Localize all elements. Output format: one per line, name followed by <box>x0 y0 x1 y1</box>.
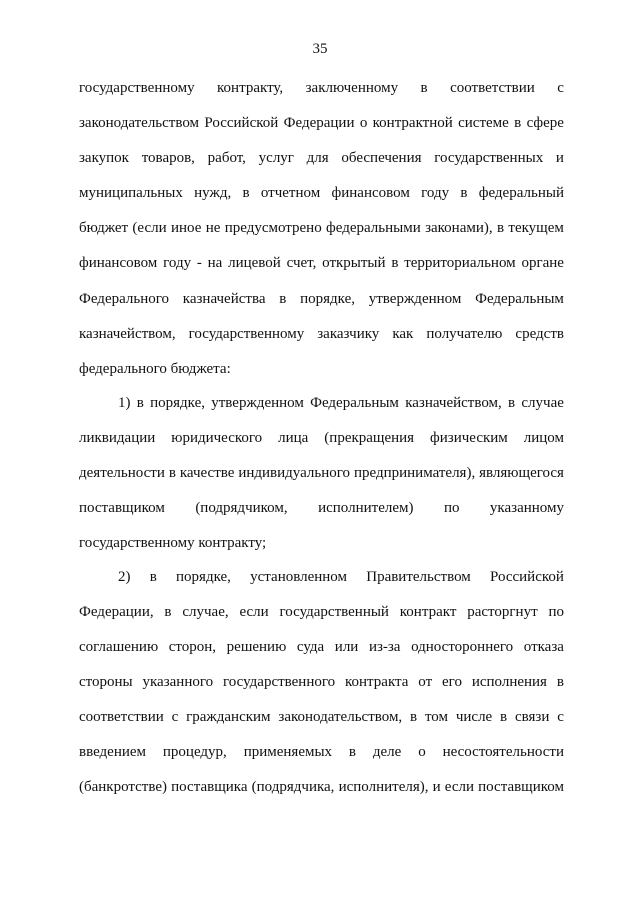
word: казначейством, <box>405 395 502 411</box>
word: деле <box>372 744 402 760</box>
word: соглашению <box>79 639 159 655</box>
word: системе <box>458 115 509 131</box>
text-line <box>79 184 564 202</box>
word: в <box>410 709 418 725</box>
word: (если <box>132 220 167 236</box>
word: законами), <box>425 220 493 236</box>
word: Российской <box>490 569 564 585</box>
word: в <box>514 115 522 131</box>
word: открытый <box>322 255 386 271</box>
word: товаров, <box>141 150 195 166</box>
word: государственному контракту; <box>79 535 267 551</box>
word: процедур, <box>162 744 227 760</box>
word: указанному <box>489 500 564 516</box>
word: из-за <box>368 639 401 655</box>
word: средств <box>515 326 564 342</box>
word: суда <box>296 639 325 655</box>
word: с <box>171 709 179 725</box>
word: в <box>508 395 516 411</box>
word: утвержденном <box>368 291 462 307</box>
word: применяемых <box>243 744 333 760</box>
word: (банкротстве) <box>79 779 168 795</box>
word: казначейством, <box>79 326 176 342</box>
word: бюджет <box>79 220 129 236</box>
word: контракт <box>399 604 457 620</box>
word: указанного <box>142 674 214 690</box>
word: поставщика <box>171 779 248 795</box>
word: Российской <box>204 115 279 131</box>
word: как <box>392 326 414 342</box>
word: от <box>418 674 433 690</box>
word: в <box>460 185 468 201</box>
word: (прекращения <box>324 430 415 446</box>
word: в <box>420 80 428 96</box>
word: Федеральным <box>310 395 399 411</box>
word: исполнения <box>471 674 547 690</box>
word: решению <box>226 639 287 655</box>
word: если <box>239 604 269 620</box>
word: обеспечения <box>341 150 422 166</box>
page-number: 35 <box>312 41 328 57</box>
text-line <box>79 429 564 447</box>
word: расторгнут <box>467 604 538 620</box>
word: исполнителем) <box>318 500 414 516</box>
text-line <box>118 568 564 586</box>
word: государственного <box>222 674 336 690</box>
word: финансовом <box>79 255 158 271</box>
word: федерального бюджета: <box>79 361 231 377</box>
word: контракта <box>345 674 409 690</box>
word: предпринимателя), <box>353 465 476 481</box>
word: Федерального <box>79 291 170 307</box>
text-line <box>79 114 564 132</box>
word: в <box>242 185 250 201</box>
word: законодательством, <box>278 709 403 725</box>
word: лицом <box>523 430 564 446</box>
word: ликвидации <box>79 430 156 446</box>
word: сторон, <box>168 639 217 655</box>
word: в <box>348 744 357 760</box>
word: в <box>279 291 287 307</box>
word: одностороннего <box>411 639 514 655</box>
word: контракту, <box>217 80 284 96</box>
word: отчетном <box>260 185 321 201</box>
word: физическим <box>430 430 508 446</box>
word: его <box>442 674 462 690</box>
word: порядке, <box>176 569 231 585</box>
word: по <box>443 500 460 516</box>
word: случае, <box>182 604 229 620</box>
word: стороны <box>79 674 133 690</box>
word: заказчику <box>317 326 380 342</box>
word: юридического <box>171 430 263 446</box>
word: том <box>424 709 449 725</box>
word: по <box>548 604 564 620</box>
word: в <box>556 674 564 690</box>
word: соответствии <box>79 709 164 725</box>
word: нужд, <box>194 185 232 201</box>
word: государственному <box>188 326 305 342</box>
word: о <box>359 115 368 131</box>
word: случае <box>521 395 564 411</box>
word: в <box>168 465 176 481</box>
word: Правительством <box>366 569 471 585</box>
word: гражданским <box>186 709 271 725</box>
word: лица <box>278 430 309 446</box>
word: - <box>196 255 202 271</box>
word: или <box>334 639 359 655</box>
word: порядке, <box>300 291 355 307</box>
word: государственному <box>79 80 195 96</box>
word: работ, <box>207 150 246 166</box>
word: государственный <box>279 604 389 620</box>
word: в <box>500 709 508 725</box>
word: являющегося <box>479 465 564 481</box>
word: установленном <box>250 569 348 585</box>
word: 1) <box>118 395 131 411</box>
text-line <box>79 325 564 343</box>
text-line <box>79 254 564 272</box>
word: иное <box>170 220 202 236</box>
word: порядке, <box>150 395 205 411</box>
word: законодательством <box>79 115 200 131</box>
word: в <box>391 255 399 271</box>
word: году <box>421 185 450 201</box>
word: поставщиком <box>79 500 165 516</box>
text-line <box>79 499 564 517</box>
word: 2) <box>118 569 131 585</box>
word: поставщиком <box>478 779 564 795</box>
word: лицевой <box>228 255 281 271</box>
word: введением <box>79 744 147 760</box>
word: услуг <box>258 150 294 166</box>
text-line <box>79 743 564 761</box>
word: утвержденном <box>211 395 304 411</box>
word: в <box>164 604 172 620</box>
word: числе <box>455 709 493 725</box>
word: предусмотрено <box>224 220 322 236</box>
text-line <box>79 603 564 621</box>
word: финансовом <box>331 185 410 201</box>
word: Федерации, <box>79 604 154 620</box>
word: несостоятельности <box>442 744 564 760</box>
text-line <box>118 394 564 412</box>
word: исполнителя), <box>338 779 429 795</box>
word: закупок <box>79 150 129 166</box>
word: (подрядчиком, <box>195 500 288 516</box>
word: в <box>496 220 505 236</box>
word: и <box>432 779 441 795</box>
word: муниципальных <box>79 185 183 201</box>
word: получателю <box>426 326 503 342</box>
word: территориальном <box>404 255 516 271</box>
word: счет, <box>286 255 317 271</box>
text-line <box>79 360 564 378</box>
text-line <box>79 79 564 97</box>
word: (подрядчика, <box>251 779 335 795</box>
word: если <box>444 779 474 795</box>
text-line <box>79 464 564 482</box>
word: связи <box>514 709 550 725</box>
word: сфере <box>526 115 564 131</box>
word: индивидуального <box>238 465 351 481</box>
text-line <box>79 708 564 726</box>
text-line <box>79 149 564 167</box>
word: текущем <box>508 220 564 236</box>
word: о <box>418 744 426 760</box>
word: заключенному <box>305 80 399 96</box>
word: на <box>207 255 223 271</box>
word: Федеральным <box>475 291 564 307</box>
word: не <box>205 220 221 236</box>
word: соответствии <box>450 80 535 96</box>
word: году <box>163 255 192 271</box>
text-line <box>79 219 564 237</box>
word: государственных <box>434 150 544 166</box>
word: Федерации <box>283 115 355 131</box>
text-line <box>79 290 564 308</box>
word: федеральный <box>478 185 564 201</box>
word: деятельности <box>79 465 165 481</box>
text-line <box>79 638 564 656</box>
word: качестве <box>179 465 235 481</box>
word: в <box>149 569 157 585</box>
word: с <box>557 709 564 725</box>
word: федеральными <box>326 220 421 236</box>
text-line <box>79 778 564 796</box>
word: для <box>306 150 329 166</box>
word: контрактной <box>372 115 453 131</box>
word: и <box>555 150 564 166</box>
text-line <box>79 534 564 552</box>
word: казначейства <box>182 291 266 307</box>
text-line <box>79 673 564 691</box>
word: органе <box>521 255 564 271</box>
word: с <box>557 80 564 96</box>
word: отказа <box>523 639 564 655</box>
word: в <box>136 395 144 411</box>
